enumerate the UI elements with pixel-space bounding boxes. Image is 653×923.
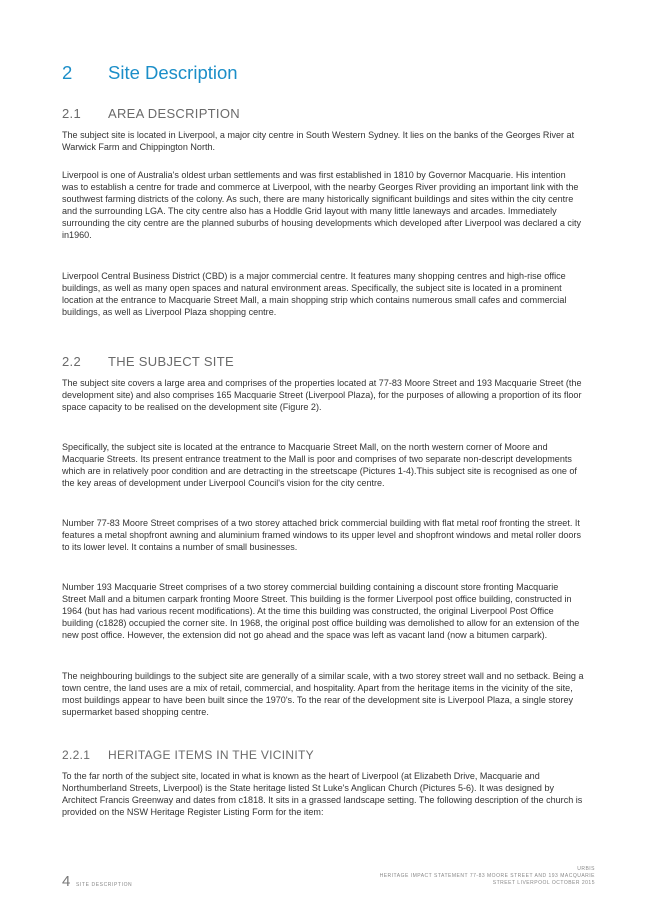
chapter-heading: [62, 62, 238, 84]
chapter-title: Site Description: [108, 62, 238, 83]
paragraph: Liverpool is one of Australia's oldest urban settlements and was first established in 1810 by Governor Macquarie. His intention was to establish a centre for trade and commerce at Liverpool, with the nearby Georges River providing an important link with the southwest farming districts of the colony. As such, there are many historically significant buildings and sites within the city centre and the surrounding LGA. The city centre also has a Hoddle Grid layout with many little laneways and arcades. Immediately surrounding the city centre are the planned suburbs of housing developments which developed after Liverpool was declared a city in1960.: [62, 170, 582, 241]
section-title: AREA DESCRIPTION: [108, 106, 240, 121]
section-number: 2.1: [62, 106, 81, 121]
paragraph: Number 193 Macquarie Street comprises of a two storey commercial building containing a discount store fronting Macquarie Street Mall and a bitumen carpark fronting Moore Street. This building is the former Liverpool post office building, constructed in 1964 (but has had various recent modifications). At the time this building was constructed, the original Liverpool Post Office building (c1828) occupied the corner site. In 1968, the original post office building was demolished to allow for an extension of the new post office. However, the extension did not go ahead and the space was left as vacant land (now a bitumen carpark).: [62, 582, 580, 641]
section-title: HERITAGE ITEMS IN THE VICINITY: [108, 748, 314, 762]
section-heading-area-description: [62, 106, 240, 121]
footer-company: URBIS: [577, 866, 595, 872]
chapter-number: 2: [62, 62, 73, 83]
section-heading-subject-site: [62, 354, 234, 369]
footer-document-line2: STREET LIVERPOOL OCTOBER 2015: [492, 880, 595, 886]
footer-document-line1: HERITAGE IMPACT STATEMENT 77-83 MOORE STREET AND 193 MACQUARIE: [379, 873, 595, 879]
paragraph: Liverpool Central Business District (CBD) is a major commercial centre. It features many shopping centres and high-rise office buildings, as well as many open spaces and natural environment areas. Specifically, the subject site is located in a prominent location at the entrance to Macquarie Street Mall, a main shopping strip which contains numerous small cafes and commercial buildings, as well as Liverpool Plaza shopping centre.: [62, 271, 567, 318]
page-number: 4: [62, 873, 71, 890]
footer-document-info: [255, 866, 595, 887]
paragraph: Specifically, the subject site is located at the entrance to Macquarie Street Mall, on the north western corner of Moore and Macquarie Streets. Its present entrance treatment to the Mall is poor and comprises of two separate non-descript developments which are in relatively poor condition and are detracting in the streetscape (Pictures 1-4).This subject site is recognised as one of the key areas of development under Liverpool Council's vision for the city centre.: [62, 442, 577, 489]
section-title: THE SUBJECT SITE: [108, 354, 234, 369]
section-number: 2.2: [62, 354, 81, 369]
section-number: 2.2.1: [62, 748, 91, 762]
paragraph: The neighbouring buildings to the subject site are generally of a similar scale, with a two storey street wall and no setback. Being a town centre, the land uses are a mix of retail, commercial, and hospitality. Apart from the heritage items in the vicinity of the site, most buildings appear to have been built since the 1970's. To the rear of the development site is Liverpool Plaza, a single storey supermarket based shopping centre.: [62, 671, 584, 718]
paragraph: The subject site covers a large area and comprises of the properties located at 77-83 Moore Street and 193 Macquarie Street (the development site) and also comprises 165 Macquarie Street (Liverpool Plaza), for the purposes of allowing a proportion of its floor space capacity to be realised on the development site (Figure 2).: [62, 378, 582, 413]
paragraph: Number 77-83 Moore Street comprises of a two storey attached brick commercial building with flat metal roof fronting the street. It features a metal shopfront awning and aluminium framed windows to its upper level and shopfront windows and metal roller doors to its lower level. It contains a number of small businesses.: [62, 518, 581, 553]
paragraph: To the far north of the subject site, located in what is known as the heart of Liverpool (at Elizabeth Drive, Macquarie and Northumberland Streets, Liverpool) is the State heritage listed St Luke's Anglican Church (Pictures 5-6). It was designed by Architect Francis Greenway and dates from c1818. It sits in a grassed landscape setting. The following description of the church is provided on the NSW Heritage Register Listing Form for the item:: [62, 771, 583, 818]
footer-section-label: SITE DESCRIPTION: [76, 882, 133, 888]
section-heading-heritage-items: [62, 748, 314, 762]
paragraph: The subject site is located in Liverpool, a major city centre in South Western Sydney. It lies on the banks of the Georges River at Warwick Farm and Chippington North.: [62, 130, 575, 153]
